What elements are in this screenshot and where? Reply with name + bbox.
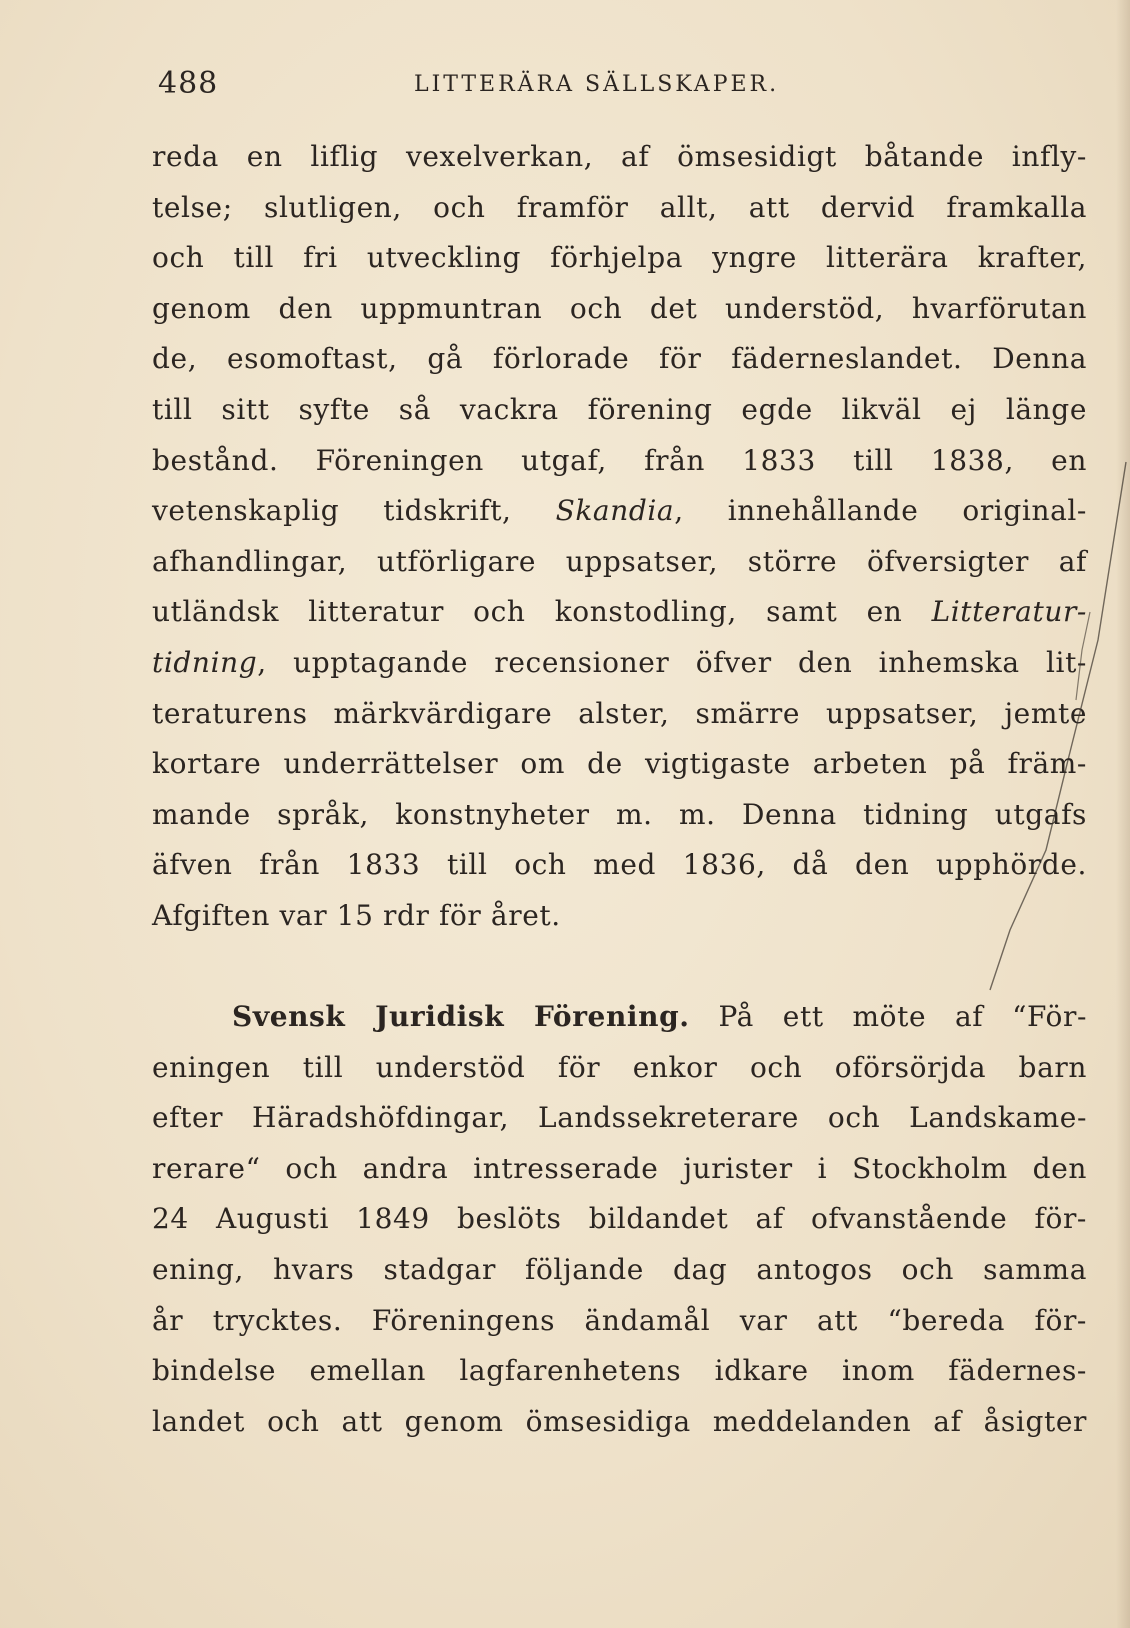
text-run: vetenskaplig tidskrift, — [152, 494, 556, 528]
text-line: telse; slutligen, och framför allt, att dervid framkalla — [152, 190, 1087, 224]
text-line: mande språk, konstnyheter m. m. Denna tidning utgafs — [152, 797, 1087, 831]
paragraph-1 — [152, 132, 1087, 942]
text-line: och till fri utveckling förhjelpa yngre litterära krafter, — [152, 241, 1087, 275]
text-line: landet och att genom ömsesidiga meddelanden af åsigter — [152, 1404, 1087, 1438]
paragraph-gap — [152, 942, 1087, 993]
text-run: utländsk litteratur och konstodling, samt en — [152, 595, 932, 629]
text-line: afhandlingar, utförligare uppsatser, större öfversigter af — [152, 544, 1087, 578]
text-line: till sitt syfte så vackra förening egde likväl ej länge — [152, 392, 1087, 426]
text-run: , innehållande original- — [674, 494, 1087, 528]
text-line: äfven från 1833 till och med 1836, då den upphörde. — [152, 848, 1087, 882]
text-line — [152, 992, 1087, 1043]
text-line: teraturens märkvärdigare alster, smärre uppsatser, jemte — [152, 696, 1087, 730]
paragraph-2 — [152, 992, 1087, 1447]
page-number: 488 — [158, 66, 219, 101]
text-line: år trycktes. Föreningens ändamål var att “bereda för- — [152, 1303, 1087, 1337]
text-line — [152, 587, 1087, 638]
text-line — [152, 486, 1087, 537]
page-edge-shadow — [1116, 0, 1130, 1628]
text-run: , upptagande recensioner öfver den inhemska lit- — [257, 645, 1087, 679]
text-line: Afgiften var 15 rdr för året. — [152, 898, 561, 932]
page-header — [152, 62, 1092, 102]
text-line: kortare underrättelser om de vigtigaste arbeten på främ- — [152, 747, 1087, 781]
text-line: rerare“ och andra intresserade jurister i Stockholm den — [152, 1151, 1087, 1185]
section-heading: Svensk Juridisk Förening. — [232, 1000, 690, 1034]
text-line: reda en liflig vexelverkan, af ömsesidigt båtande infly- — [152, 140, 1087, 173]
text-line: efter Häradshöfdingar, Landssekreterare och Landskame- — [152, 1101, 1087, 1135]
text-line: bestånd. Föreningen utgaf, från 1833 till 1838, en — [152, 443, 1087, 477]
journal-title-tidning: tidning — [152, 645, 258, 679]
text-run: På ett möte af “För- — [689, 1000, 1088, 1034]
journal-title-skandia: Skandia — [555, 494, 675, 528]
text-line — [152, 638, 1087, 689]
text-line: 24 Augusti 1849 beslöts bildandet af ofvanstående för- — [152, 1202, 1087, 1236]
text-line: ening, hvars stadgar följande dag antogos och samma — [152, 1253, 1087, 1287]
body-text — [152, 132, 1087, 1447]
text-line: genom den uppmuntran och det understöd, hvarförutan — [152, 291, 1087, 325]
journal-title-litteratur: Litteratur- — [931, 595, 1087, 629]
running-head: LITTERÄRA SÄLLSKAPER. — [414, 72, 780, 97]
text-line: eningen till understöd för enkor och oförsörjda barn — [152, 1050, 1087, 1084]
text-line: de, esomoftast, gå förlorade för fäderneslandet. Denna — [152, 342, 1087, 376]
text-line: bindelse emellan lagfarenhetens idkare inom fädernes- — [152, 1354, 1087, 1388]
